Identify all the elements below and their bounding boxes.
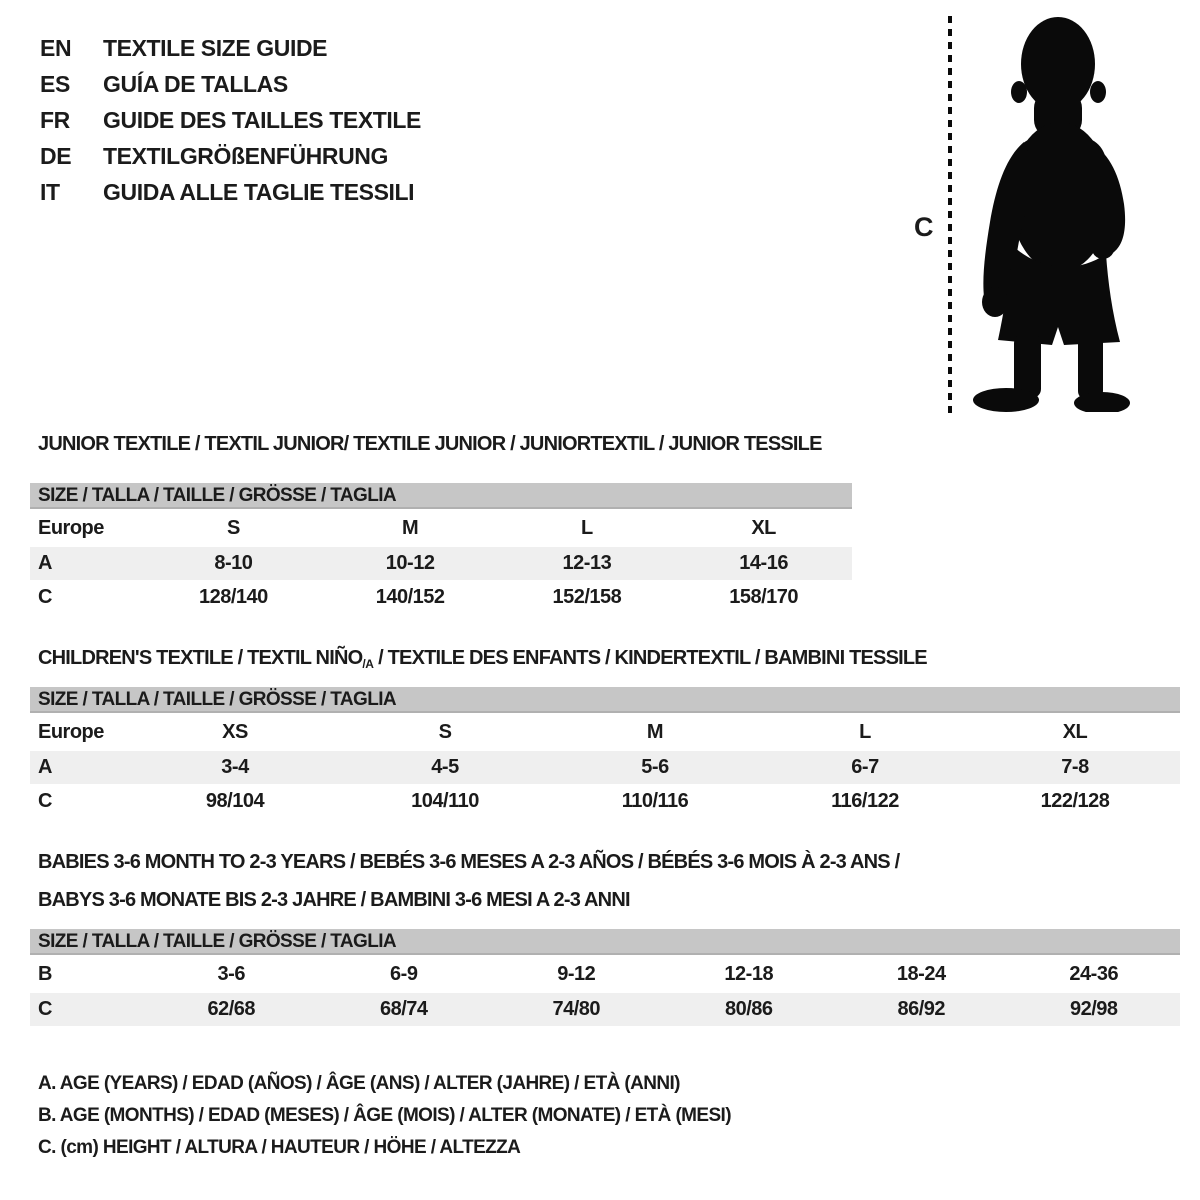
table-row — [30, 784, 1180, 819]
language-row-es — [40, 66, 421, 102]
height-measure-label: C — [914, 212, 933, 242]
table-row — [30, 713, 1180, 751]
children-table-title — [38, 647, 927, 671]
table-row — [30, 955, 1180, 993]
junior-table — [30, 483, 852, 615]
height-cell: 92/98 — [1069, 998, 1118, 1020]
babies-table-title-line2: BABYS 3-6 MONATE BIS 2-3 JAHRE / BAMBINI 3-6 MESI A 2-3 ANNI — [38, 889, 630, 911]
age-cell: 14-16 — [739, 552, 788, 574]
size-header-bar: SIZE / TALLA / TAILLE / GRÖSSE / TAGLIA — [30, 483, 852, 509]
size-cell: XS — [222, 721, 248, 743]
size-cell: S — [438, 721, 452, 743]
height-cell: 62/68 — [207, 998, 256, 1020]
legend-height-cm: C. (cm) HEIGHT / ALTURA / HAUTEUR / HÖHE / ALTEZZA — [38, 1137, 521, 1158]
height-cell: 74/80 — [552, 998, 601, 1020]
children-title-pre: CHILDREN'S TEXTILE / TEXTIL NIÑO — [38, 647, 363, 669]
age-cell: 7-8 — [1061, 756, 1089, 778]
age-cell: 8-10 — [214, 552, 253, 574]
table-row — [30, 509, 852, 547]
language-title: GUÍA DE TALLAS — [103, 71, 288, 97]
size-cell: L — [859, 721, 871, 743]
height-cell: 68/74 — [379, 998, 428, 1020]
height-cell: 116/122 — [831, 790, 899, 812]
age-months-cell: 3-6 — [217, 963, 245, 985]
children-title-sub: /A — [362, 657, 374, 671]
size-cell: L — [581, 517, 593, 539]
legend-age-months: B. AGE (MONTHS) / EDAD (MESES) / ÂGE (MOIS) / ALTER (MONATE) / ETÀ (MESI) — [38, 1105, 731, 1126]
row-label: Europe — [38, 517, 104, 539]
language-code: EN — [40, 35, 72, 61]
age-cell: 5-6 — [641, 756, 669, 778]
children-table — [30, 687, 1180, 819]
height-cell: 152/158 — [552, 586, 622, 608]
language-row-it — [40, 174, 421, 210]
junior-table-title: JUNIOR TEXTILE / TEXTIL JUNIOR/ TEXTILE JUNIOR / JUNIORTEXTIL / JUNIOR TESSILE — [38, 433, 822, 455]
age-months-cell: 9-12 — [557, 963, 596, 985]
age-months-cell: 24-36 — [1069, 963, 1119, 985]
language-code: ES — [40, 71, 70, 97]
table-row — [30, 547, 852, 580]
language-row-fr — [40, 102, 421, 138]
row-label: C — [38, 998, 52, 1020]
height-cell: 158/170 — [729, 586, 799, 608]
language-code: DE — [40, 143, 72, 169]
height-cell: 122/128 — [1040, 790, 1110, 812]
language-code: IT — [40, 179, 60, 205]
height-cell: 98/104 — [205, 790, 265, 812]
language-row-de — [40, 138, 421, 174]
table-row — [30, 580, 852, 615]
babies-table — [30, 929, 1180, 1026]
row-label: B — [38, 963, 52, 985]
size-cell: XL — [1062, 721, 1088, 743]
size-cell: M — [646, 721, 664, 743]
height-cell: 104/110 — [411, 790, 479, 812]
babies-table-title-line1: BABIES 3-6 MONTH TO 2-3 YEARS / BEBÉS 3-6 MESES A 2-3 AÑOS / BÉBÉS 3-6 MOIS À 2-3 ANS / — [38, 851, 900, 873]
height-cell: 128/140 — [198, 586, 268, 608]
age-cell: 6-7 — [851, 756, 879, 778]
row-label: A — [38, 756, 52, 778]
legend-age-years: A. AGE (YEARS) / EDAD (AÑOS) / ÂGE (ANS) / ALTER (JAHRE) / ETÀ (ANNI) — [38, 1073, 680, 1094]
height-measure-dashed-line — [948, 16, 952, 414]
height-cell: 80/86 — [724, 998, 773, 1020]
language-title: TEXTILGRÖßENFÜHRUNG — [103, 143, 388, 169]
language-title: GUIDA ALLE TAGLIE TESSILI — [103, 179, 415, 205]
size-cell: XL — [751, 517, 776, 539]
language-code: FR — [40, 107, 70, 133]
language-title: TEXTILE SIZE GUIDE — [103, 35, 328, 61]
row-label: A — [38, 552, 52, 574]
age-cell: 3-4 — [221, 756, 249, 778]
size-cell: M — [402, 517, 419, 539]
row-label: C — [38, 790, 52, 812]
language-title-block — [40, 30, 421, 210]
children-title-post: / TEXTILE DES ENFANTS / KINDERTEXTIL / BAMBINI TESSILE — [373, 647, 927, 669]
size-cell: S — [226, 517, 240, 539]
height-cell: 140/152 — [375, 586, 445, 608]
age-months-cell: 18-24 — [896, 963, 946, 985]
age-months-cell: 6-9 — [390, 963, 418, 985]
age-months-cell: 12-18 — [724, 963, 774, 985]
height-cell: 110/116 — [621, 790, 689, 812]
height-cell: 86/92 — [897, 998, 946, 1020]
size-header-bar: SIZE / TALLA / TAILLE / GRÖSSE / TAGLIA — [30, 687, 1180, 713]
size-header-bar: SIZE / TALLA / TAILLE / GRÖSSE / TAGLIA — [30, 929, 1180, 955]
age-cell: 4-5 — [431, 756, 459, 778]
language-row-en — [40, 30, 421, 66]
table-row — [30, 751, 1180, 784]
age-cell: 12-13 — [562, 552, 612, 574]
row-label: Europe — [38, 721, 104, 743]
toddler-silhouette-icon — [962, 12, 1140, 412]
language-title: GUIDE DES TAILLES TEXTILE — [103, 107, 421, 133]
row-label: C — [38, 586, 52, 608]
table-row — [30, 993, 1180, 1026]
age-cell: 10-12 — [385, 552, 435, 574]
